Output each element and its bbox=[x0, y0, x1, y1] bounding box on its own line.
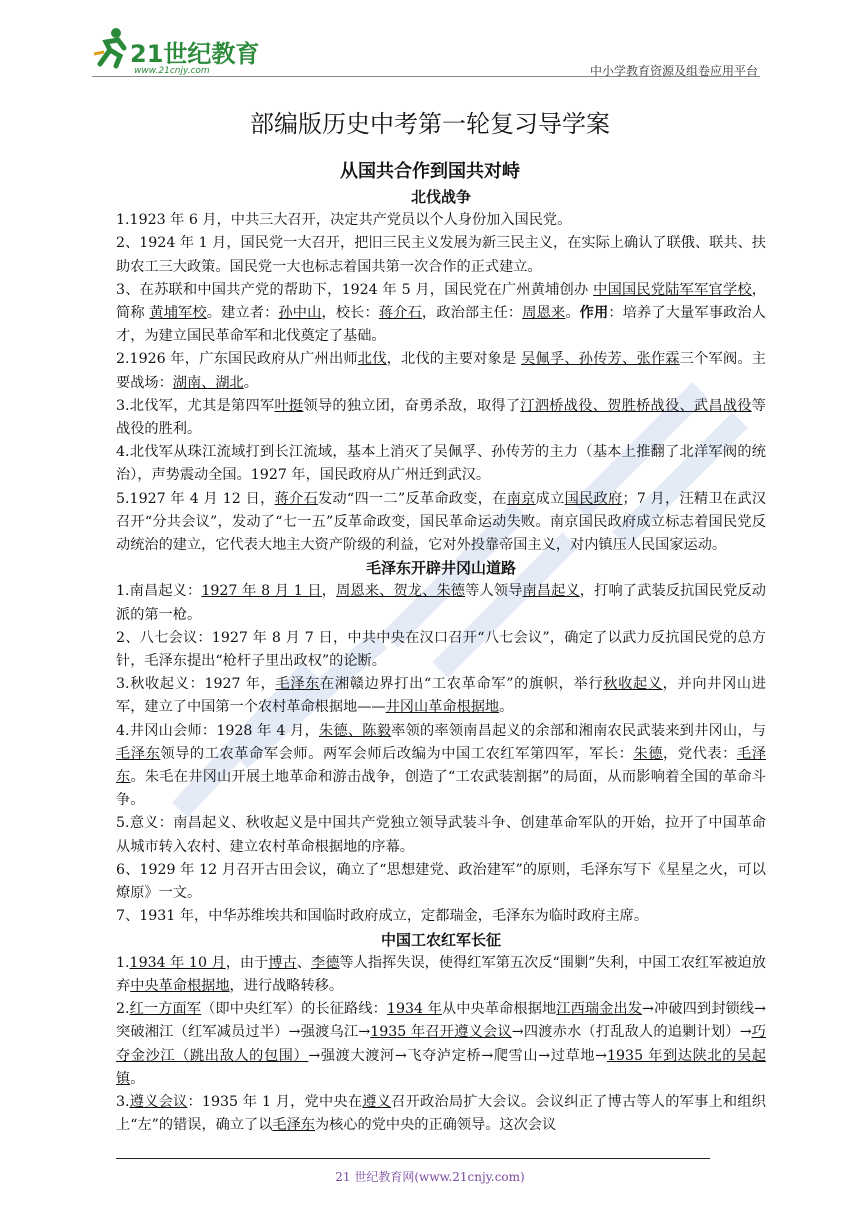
page-footer: 21 世纪教育网(www.21cnjy.com) bbox=[335, 1170, 525, 1184]
footer-divider bbox=[116, 1158, 710, 1159]
logo-url: www.21cnjy.com bbox=[134, 66, 210, 76]
paragraph: 4.井冈山会师：1928 年 4 月，朱德、陈毅率领的率领南昌起义的余部和湘南农民武装来到井冈山，与毛泽东领导的工农革命军会师。两军会师后改编为中国工农红军第四军，军长：朱德，党代表：毛泽东。朱毛在井冈山开展土地革命和游击战争，创造了“工农武装割据”的局面，从而影响着全国的革命斗争。 bbox=[116, 722, 766, 809]
runner-icon bbox=[92, 26, 132, 70]
header-divider bbox=[92, 76, 760, 77]
paragraph: 5.意义：南昌起义、秋收起义是中国共产党独立领导武装斗争、创建革命军队的开始，拉开了中国革命从城市转入农村、建立农村革命根据地的序幕。 bbox=[116, 815, 766, 855]
section-heading: 北伐战争 bbox=[410, 188, 471, 206]
paragraph: 2.1926 年，广东国民政府从广州出师北伐，北伐的主要对象是 吴佩孚、孙传芳、张作霖三个军阀。主要战场：湖南、湖北。 bbox=[116, 351, 766, 391]
document-body bbox=[116, 186, 766, 1137]
paragraph: 2、八七会议：1927 年 8 月 7 日，中共中央在汉口召开“八七会议”，确定了以武力反抗国民党的总方针，毛泽东提出“枪杆子里出政权”的论断。 bbox=[116, 629, 766, 670]
logo bbox=[92, 26, 272, 76]
paragraph: 2、1924 年 1 月，国民党一大召开，把旧三民主义发展为新三民主义，在实际上确认了联俄、联共、扶助农工三大政策。国民党一大也标志着国共第一次合作的正式建立。 bbox=[116, 235, 766, 275]
paragraph: 6、1929 年 12 月召开古田会议，确立了“思想建党、政治建军”的原则，毛泽东写下《星星之火，可以燎原》一文。 bbox=[116, 861, 766, 902]
paragraph: 7、1931 年，中华苏维埃共和国临时政府成立，定都瑞金，毛泽东为临时政府主席。 bbox=[116, 908, 649, 925]
section-heading: 中国工农红军长征 bbox=[380, 930, 501, 949]
paragraph: 4.北伐军从珠江流域打到长江流域，基本上消灭了吴佩孚、孙传芳的主力（基本上推翻了北洋军阀的统治），声势震动全国。1927 年，国民政府从广州迁到武汉。 bbox=[116, 444, 766, 484]
paragraph: 2.红一方面军（即中央红军）的长征路线：1934 年从中央革命根据地江西瑞金出发→冲破四到封锁线→突破湘江（红军减员过半）→强渡乌江→1935 年召开遵义会议→四渡赤水（打乱敌人的追剿计划）→巧夺金沙江（跳出敌人的包围）→强渡大渡河→飞夺泸定桥→爬雪山→过草地→1935 年到达陕北的吴起镇。 bbox=[116, 1001, 766, 1087]
section-heading: 毛泽东开辟井冈山道路 bbox=[365, 559, 516, 578]
page-title: 部编版历史中考第一轮复习导学案 bbox=[250, 110, 610, 138]
paragraph: 3、在苏联和中国共产党的帮助下，1924 年 5 月，国民党在广州黄埔创办 中国国民党陆军军官学校，简称 黄埔军校。建立者：孙中山，校长：蒋介石，政治部主任：周恩来。作用：培养了大量军事政治人才，为建立国民革命军和北伐奠定了基础。 bbox=[116, 281, 766, 345]
paragraph: 3.北伐军，尤其是第四军叶挺领导的独立团，奋勇杀敌，取得了汀泗桥战役、贺胜桥战役、武昌战役等战役的胜利。 bbox=[116, 397, 766, 438]
paragraph: 3.秋收起义：1927 年，毛泽东在湘赣边界打出“工农革命军”的旗帜，举行秋收起义，并向井冈山进军，建立了中国第一个农村革命根据地——井冈山革命根据地。 bbox=[116, 676, 766, 716]
logo-text: 21世纪教育 bbox=[130, 40, 260, 68]
paragraph: 1.1923 年 6 月，中共三大召开，决定共产党员以个人身份加入国民党。 bbox=[116, 212, 572, 229]
paragraph: 3.遵义会议：1935 年 1 月，党中央在遵义召开政治局扩大会议。会议纠正了博古等人的军事上和组织上“左”的错误，确立了以毛泽东为核心的党中央的正确领导。这次会议 bbox=[116, 1093, 766, 1134]
page-header bbox=[92, 22, 760, 78]
paragraph: 5.1927 年 4 月 12 日，蒋介石发动“四一二”反革命政变，在南京成立国民政府；7 月，汪精卫在武汉召开“分共会议”，发动了“七一五”反革命政变，国民革命运动失败。南京国民政府成立标志着国民党反动统治的建立，它代表大地主大资产阶级的利益，它对外投靠帝国主义，对内镇压人民国家运动。 bbox=[116, 490, 766, 554]
paragraph: 1.1934 年 10 月，由于博古、李德等人指挥失误，使得红军第五次反“围剿”失利，中国工农红军被迫放弃中央革命根据地，进行战略转移。 bbox=[116, 954, 766, 994]
header-tagline: 中小学教育资源及组卷应用平台 bbox=[589, 64, 758, 78]
page-subtitle: 从国共合作到国共对峙 bbox=[340, 161, 520, 182]
paragraph: 1.南昌起义：1927 年 8 月 1 日，周恩来、贺龙、朱德等人领导南昌起义，打响了武装反抗国民党反动派的第一枪。 bbox=[116, 583, 766, 623]
